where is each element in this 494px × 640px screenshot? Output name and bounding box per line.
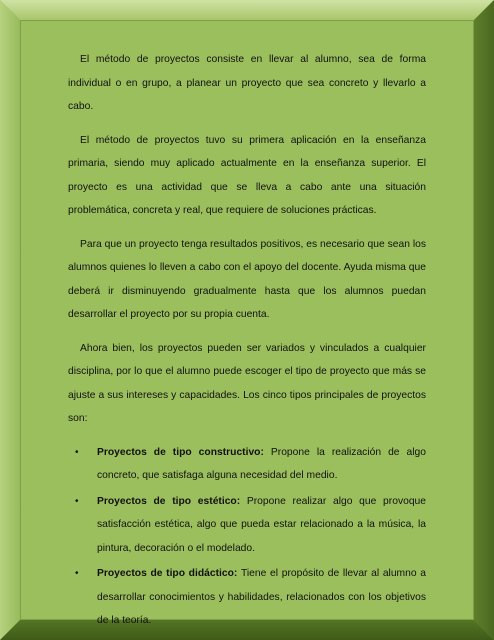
paragraph-types-intro: Ahora bien, los proyectos pueden ser variados y vinculados a cualquier disciplina, por lo que el alumno puede escoger el tipo de proyecto que más se ajuste a sus intereses y capacidades. Los cinco tipos principales de proyectos son: xyxy=(68,342,426,424)
paragraph-intro: El método de proyectos consiste en llevar al alumno, sea de forma individual o en grupo, a planear un proyecto que sea concreto y llevarlo a cabo. xyxy=(68,54,426,112)
paragraph-results: Para que un proyecto tenga resultados positivos, es necesario que sean los alumnos quienes lo lleven a cabo con el apoyo del docente. Ayuda misma que deberá ir disminuyendo gradualmente hasta que los alumnos puedan desarrollar el proyecto por su propia cuenta. xyxy=(68,238,426,320)
list-item-term: Proyectos de tipo estético: xyxy=(97,495,247,507)
list-item-term: Proyectos de tipo constructivo: xyxy=(97,446,271,458)
list-item-didactico xyxy=(68,562,426,633)
frame-bevel-right xyxy=(474,0,494,640)
project-types-list xyxy=(68,441,426,633)
list-item-constructivo xyxy=(68,441,426,488)
bullet-icon: • xyxy=(75,568,79,579)
bullet-icon: • xyxy=(75,495,79,507)
list-item-description: Propone la realización de algo concreto, que satisfaga alguna necesidad del medio. xyxy=(97,446,426,481)
list-item-description: Tiene el propósito de llevar al alumno a desarrollar conocimientos y habilidades, relacionados con los objetivos de la teoría. xyxy=(97,568,426,626)
list-item-term: Proyectos de tipo didáctico: xyxy=(97,568,241,579)
frame-bevel-left xyxy=(0,0,20,640)
list-item-estetico xyxy=(68,490,426,561)
bullet-icon: • xyxy=(75,446,79,458)
document-body xyxy=(68,48,426,635)
list-item-description: Propone realizar algo que provoque satisfacción estética, algo que pueda estar relacionado a la música, la pintura, decoración o el modelado. xyxy=(97,495,426,554)
paragraph-history: El método de proyectos tuvo su primera aplicación en la enseñanza primaria, siendo muy aplicado actualmente en la enseñanza superior. El proyecto es una actividad que se lleva a cabo ante una situación problemática, concreta y real, que requiere de soluciones prácticas. xyxy=(68,134,426,216)
frame-bevel-top xyxy=(0,0,494,20)
